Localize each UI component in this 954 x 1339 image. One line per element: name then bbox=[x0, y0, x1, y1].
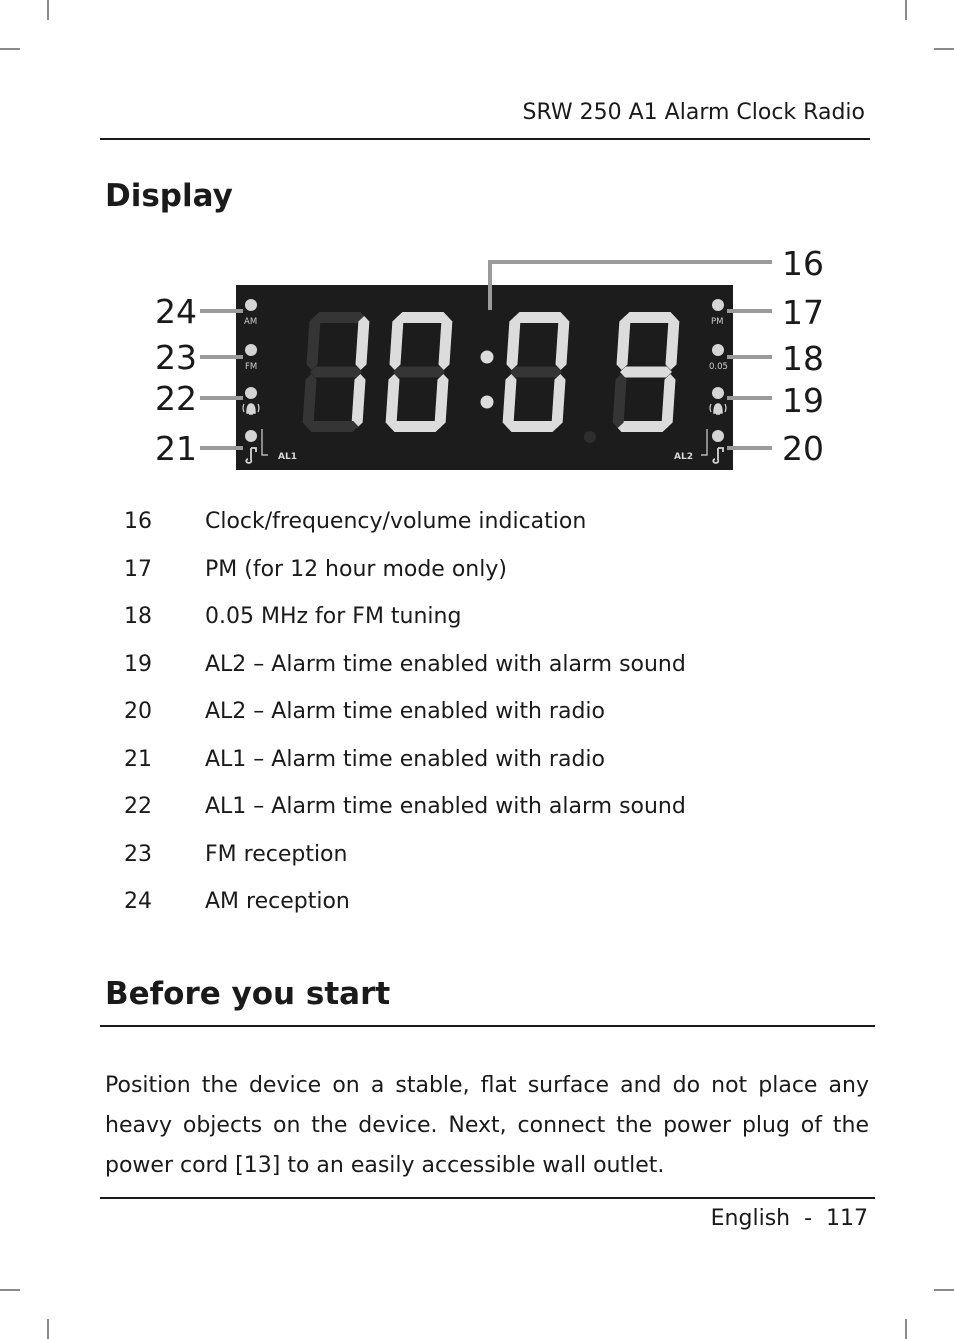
digit-segment bbox=[514, 312, 566, 323]
crop-mark bbox=[934, 48, 954, 50]
legend-number: 24 bbox=[124, 889, 152, 914]
legend-text: AL2 – Alarm time enabled with alarm sound bbox=[205, 651, 686, 677]
legend-item bbox=[124, 842, 764, 890]
crop-mark bbox=[905, 1319, 907, 1339]
fm-indicator-dot bbox=[245, 344, 257, 356]
legend-text: PM (for 12 hour mode only) bbox=[205, 556, 507, 582]
legend-text: AL1 – Alarm time enabled with radio bbox=[205, 746, 605, 772]
footer-rule bbox=[100, 1197, 875, 1199]
digit-segment bbox=[620, 367, 672, 378]
digit-segment bbox=[510, 367, 562, 378]
callout-number: 20 bbox=[782, 429, 824, 468]
digit-segment bbox=[397, 312, 449, 323]
crop-mark bbox=[0, 1289, 20, 1291]
legend-text: 0.05 MHz for FM tuning bbox=[205, 604, 462, 629]
section-rule bbox=[100, 1025, 875, 1027]
legend-item bbox=[124, 794, 764, 842]
decimal-point-dot bbox=[584, 431, 596, 443]
legend-number: 16 bbox=[124, 509, 152, 534]
digit-segment bbox=[314, 312, 366, 323]
legend-item bbox=[124, 889, 764, 937]
header-title: SRW 250 A1 Alarm Clock Radio bbox=[522, 100, 865, 125]
header-rule bbox=[100, 138, 870, 140]
legend-number: 20 bbox=[124, 699, 152, 724]
al1-label: AL1 bbox=[278, 452, 297, 462]
colon-dot bbox=[481, 396, 494, 409]
fm-label: FM bbox=[245, 362, 258, 372]
pm-label: PM bbox=[711, 317, 724, 327]
al2-sound-indicator-dot bbox=[712, 387, 724, 399]
digit-segment bbox=[393, 367, 445, 378]
digit-segment bbox=[306, 421, 358, 432]
legend-number: 17 bbox=[124, 556, 152, 582]
callout-number: 24 bbox=[155, 292, 197, 331]
bell-icon bbox=[247, 404, 255, 414]
legend-text: AL2 – Alarm time enabled with radio bbox=[205, 699, 605, 724]
am-label: AM bbox=[244, 317, 258, 327]
legend-item bbox=[124, 699, 764, 747]
colon-dot bbox=[481, 351, 494, 364]
callout-number: 19 bbox=[782, 381, 824, 420]
al1-radio-indicator-dot bbox=[245, 430, 257, 442]
callout-number: 23 bbox=[155, 338, 197, 377]
callout-number: 22 bbox=[155, 379, 197, 418]
crop-mark bbox=[934, 1289, 954, 1291]
digit-segment bbox=[506, 421, 558, 432]
legend-text: AM reception bbox=[205, 889, 350, 914]
before-heading: Before you start bbox=[105, 976, 391, 1012]
crop-mark bbox=[47, 0, 49, 20]
callout-number: 17 bbox=[782, 293, 824, 332]
step-indicator-dot bbox=[712, 344, 724, 356]
display-figure bbox=[150, 240, 830, 480]
callout-number: 18 bbox=[782, 339, 824, 378]
al2-radio-indicator-dot bbox=[712, 430, 724, 442]
legend-number: 18 bbox=[124, 604, 152, 629]
digit-segment bbox=[624, 312, 676, 323]
legend-text: FM reception bbox=[205, 841, 348, 867]
digit-segment bbox=[389, 421, 441, 432]
legend-item bbox=[124, 509, 764, 557]
digit-segment bbox=[310, 367, 362, 378]
legend-item bbox=[124, 652, 764, 700]
legend-item bbox=[124, 604, 764, 652]
legend-number: 21 bbox=[124, 746, 152, 772]
legend-list bbox=[124, 509, 764, 937]
bell-icon bbox=[714, 404, 722, 414]
before-paragraph: Position the device on a stable, flat surface and do not place any heavy objects on the device. Next, connect the power plug of the power cord [13] to an easily accessible wall outlet. bbox=[105, 1073, 869, 1178]
am-indicator-dot bbox=[245, 299, 257, 311]
legend-text: AL1 – Alarm time enabled with alarm sound bbox=[205, 794, 686, 819]
digit-segment bbox=[616, 421, 668, 432]
display-diagram bbox=[150, 240, 830, 480]
legend-item bbox=[124, 557, 764, 605]
legend-item bbox=[124, 747, 764, 795]
crop-mark bbox=[47, 1319, 49, 1339]
legend-text: Clock/frequency/volume indication bbox=[205, 509, 587, 534]
display-heading: Display bbox=[105, 178, 233, 214]
legend-number: 22 bbox=[124, 794, 152, 819]
al2-label: AL2 bbox=[674, 452, 693, 462]
crop-mark bbox=[905, 0, 907, 20]
step-label: 0.05 bbox=[709, 362, 728, 372]
legend-number: 19 bbox=[124, 651, 152, 677]
pm-indicator-dot bbox=[712, 299, 724, 311]
callout-number: 16 bbox=[782, 244, 824, 283]
crop-mark bbox=[0, 48, 20, 50]
callout-number: 21 bbox=[155, 429, 197, 468]
legend-number: 23 bbox=[124, 841, 152, 867]
page-footer: English - 117 bbox=[710, 1206, 868, 1231]
al1-sound-indicator-dot bbox=[245, 387, 257, 399]
